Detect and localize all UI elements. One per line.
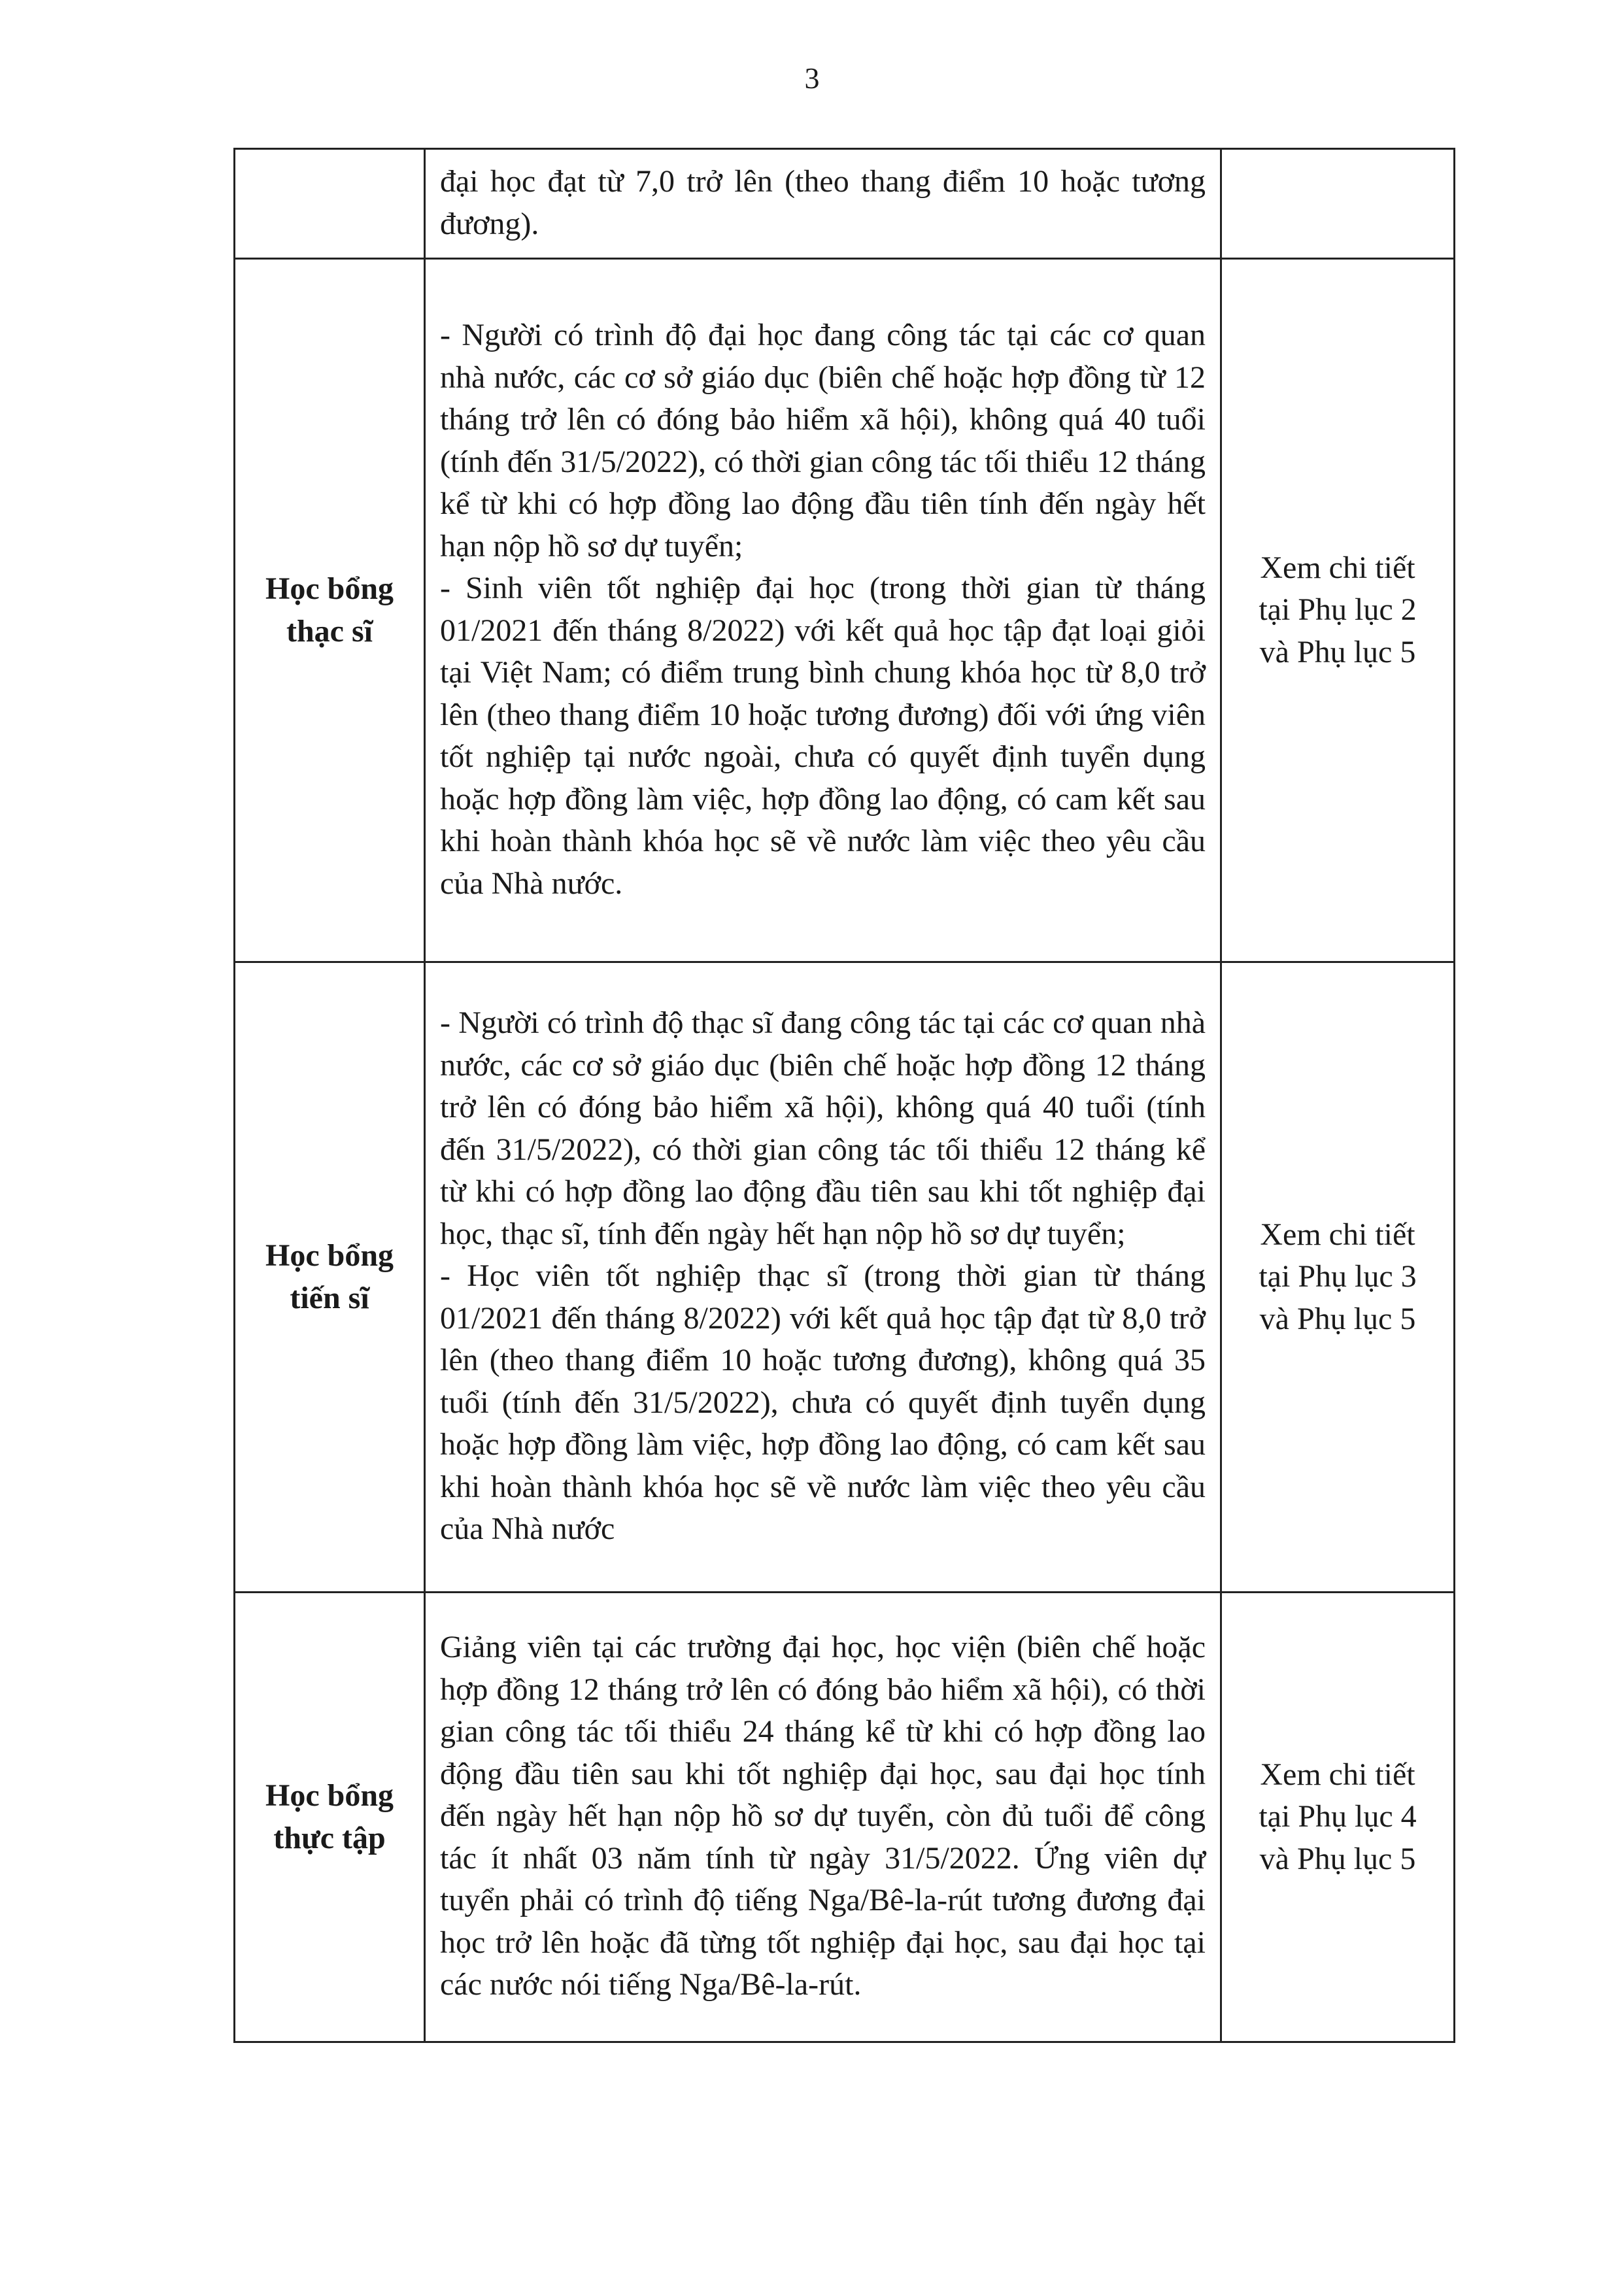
criteria-paragraph: Giảng viên tại các trường đại học, học viện (biên chế hoặc hợp đồng 12 tháng trở lên có đóng bảo hiểm xã hội), có thời gian công tác tối thiểu 24 tháng kể từ khi có hợp đồng lao động đầu tiên sau khi tốt nghiệp đại học, sau đại học tính đến ngày hết hạn nộp hồ sơ dự tuyển, còn đủ tuổi để công tác ít nhất 03 năm tính từ ngày 31/5/2022. Ứng viên dự tuyển phải có trình độ tiếng Nga/Bê-la-rút tương đương đại học trở lên hoặc đã từng tốt nghiệp đại học, sau đại học tại các nước nói tiếng Nga/Bê-la-rút. xyxy=(440,1630,1206,2002)
detail-reference-cell xyxy=(1221,962,1455,1593)
scholarship-type-cell xyxy=(235,962,425,1593)
detail-reference-line: và Phụ lục 5 xyxy=(1259,1841,1416,1876)
page-number: 3 xyxy=(804,61,820,95)
detail-reference-cell xyxy=(1221,1593,1455,2042)
criteria-paragraph: - Người có trình độ đại học đang công tác tại các cơ quan nhà nước, các cơ sở giáo dục (biên chế hoặc hợp đồng từ 12 tháng trở lên có đóng bảo hiểm xã hội), không quá 40 tuổi (tính đến 31/5/2022), có thời gian công tác tối thiểu 12 tháng kể từ khi có hợp đồng lao động đầu tiên tính đến ngày hết hạn nộp hồ sơ dự tuyển; xyxy=(440,318,1206,564)
criteria-paragraph: đại học đạt từ 7,0 trở lên (theo thang điểm 10 hoặc tương đương). xyxy=(440,164,1206,241)
criteria-cell xyxy=(425,962,1221,1593)
table-row-continuation xyxy=(235,149,1455,259)
criteria-cell xyxy=(425,149,1221,259)
table-row-masters xyxy=(235,259,1455,962)
criteria-paragraph: - Học viên tốt nghiệp thạc sĩ (trong thời gian từ tháng 01/2021 đến tháng 8/2022) với kết quả học tập đạt từ 8,0 trở lên (theo thang điểm 10 hoặc tương đương), không quá 35 tuổi (tính đến 31/5/2022), chưa có quyết định tuyển dụng hoặc hợp đồng làm việc, hợp đồng lao động, có cam kết sau khi hoàn thành khóa học sẽ về nước làm việc theo yêu cầu của Nhà nước xyxy=(440,1258,1206,1547)
detail-reference-cell xyxy=(1221,149,1455,259)
scholarship-type-line: Học bổng xyxy=(265,1238,394,1273)
criteria-cell xyxy=(425,1593,1221,2042)
detail-reference-line: Xem chi tiết xyxy=(1260,1217,1415,1252)
detail-reference-line: và Phụ lục 5 xyxy=(1259,1301,1416,1336)
scholarship-type-line: thạc sĩ xyxy=(286,613,373,649)
detail-reference-line: tại Phụ lục 2 xyxy=(1259,592,1417,628)
scholarship-table xyxy=(233,148,1455,2043)
criteria-paragraph: - Người có trình độ thạc sĩ đang công tác tại các cơ quan nhà nước, các cơ sở giáo dục (biên chế hoặc hợp đồng 12 tháng trở lên có đóng bảo hiểm xã hội), không quá 40 tuổi (tính đến 31/5/2022), có thời gian công tác tối thiểu 12 tháng kể từ khi có hợp đồng lao động đầu tiên sau khi tốt nghiệp đại học, thạc sĩ, tính đến ngày hết hạn nộp hồ sơ dự tuyển; xyxy=(440,1005,1206,1251)
table-row-internship xyxy=(235,1593,1455,2042)
scholarship-type-line: tiến sĩ xyxy=(290,1280,369,1315)
scholarship-type-cell xyxy=(235,1593,425,2042)
criteria-paragraph: - Sinh viên tốt nghiệp đại học (trong thời gian từ tháng 01/2021 đến tháng 8/2022) với kết quả học tập đạt loại giỏi tại Việt Nam; có điểm trung bình chung khóa học từ 8,0 trở lên (theo thang điểm 10 hoặc tương đương) đối với ứng viên tốt nghiệp tại nước ngoài, chưa có quyết định tuyển dụng hoặc hợp đồng làm việc, hợp đồng lao động, có cam kết sau khi hoàn thành khóa học sẽ về nước làm việc theo yêu cầu của Nhà nước. xyxy=(440,571,1206,901)
detail-reference-line: tại Phụ lục 4 xyxy=(1259,1799,1417,1834)
scholarship-type-cell xyxy=(235,259,425,962)
detail-reference-line: Xem chi tiết xyxy=(1260,550,1415,585)
scholarship-type-cell xyxy=(235,149,425,259)
table-row-doctoral xyxy=(235,962,1455,1593)
detail-reference-line: và Phụ lục 5 xyxy=(1259,634,1416,669)
scholarship-type-line: Học bổng xyxy=(265,571,394,606)
scholarship-type-line: Học bổng xyxy=(265,1778,394,1813)
scholarship-type-line: thực tập xyxy=(273,1820,386,1855)
criteria-cell xyxy=(425,259,1221,962)
detail-reference-line: Xem chi tiết xyxy=(1260,1757,1415,1792)
detail-reference-cell xyxy=(1221,259,1455,962)
detail-reference-line: tại Phụ lục 3 xyxy=(1259,1259,1417,1294)
